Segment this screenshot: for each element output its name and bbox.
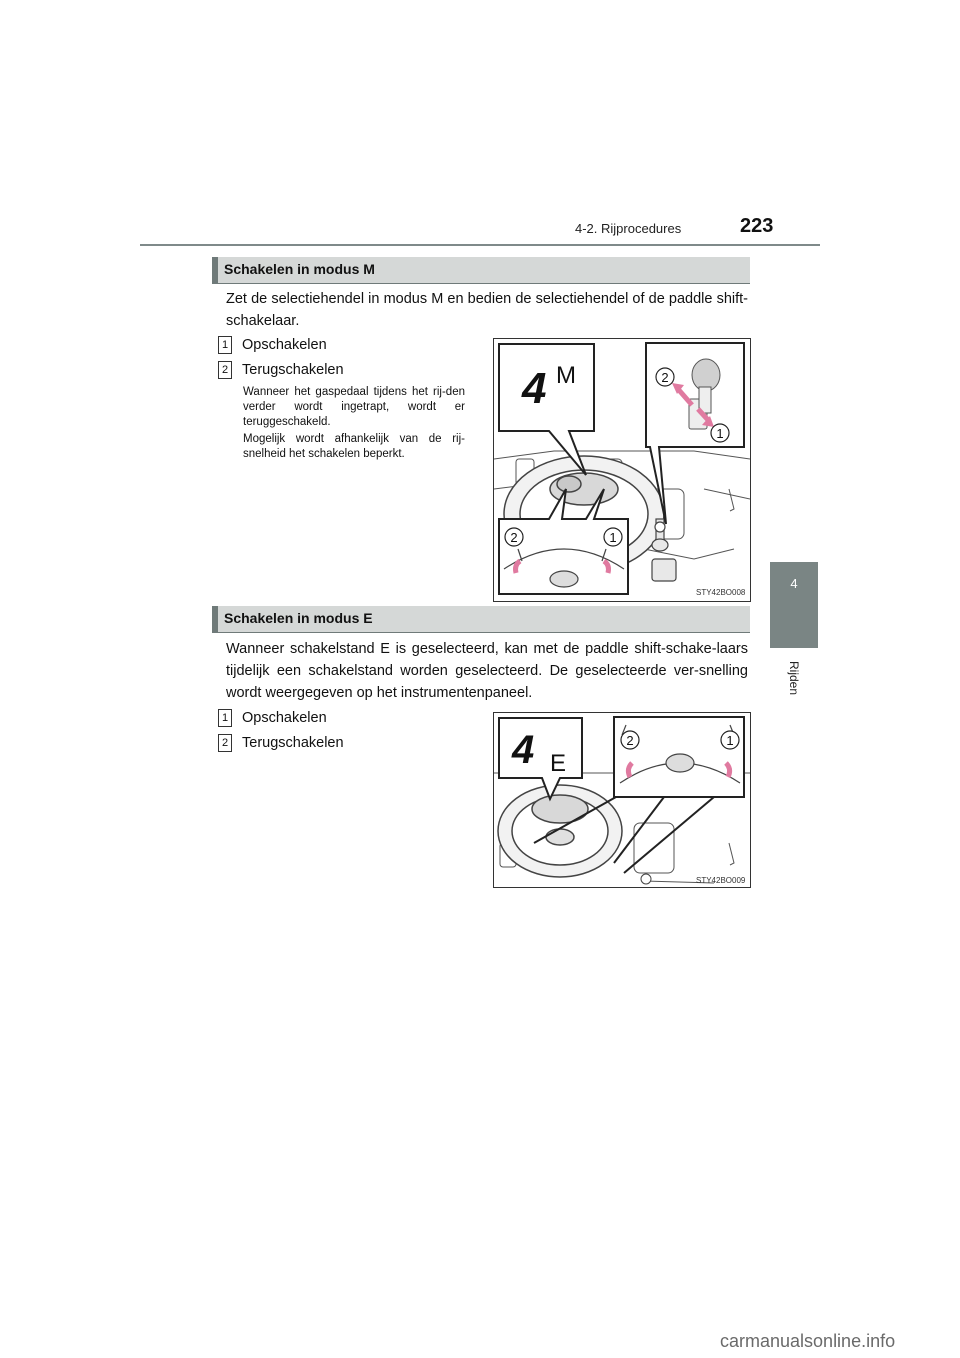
step-label: Terugschakelen — [242, 362, 344, 378]
section-rule — [212, 283, 750, 284]
step-label: Opschakelen — [242, 710, 327, 726]
mode-letter: E — [550, 750, 567, 777]
section-m-intro: Zet de selectiehendel in modus M en bedien de selectiehendel of de paddle shift-schakelaar. — [226, 291, 748, 329]
step-number: 2 — [218, 734, 232, 752]
step-item — [218, 360, 344, 380]
watermark: carmanualsonline.info — [720, 1331, 896, 1351]
section-e-intro: Wanneer schakelstand E is geselecteerd, kan met de paddle shift-schake-laars tijdelijk een schakelstand worden geselecteerd. De geselecteerde ver-snelling wordt weergegeven op het instrumentenpaneel. — [226, 641, 748, 701]
step-number: 1 — [218, 709, 232, 727]
callout-number: 2 — [510, 530, 518, 545]
header-divider — [140, 244, 820, 246]
chapter-tab — [770, 562, 818, 648]
step-number: 2 — [218, 361, 232, 379]
section-title: Schakelen in modus M — [224, 261, 375, 277]
section-heading-mode-e — [212, 606, 750, 632]
chapter-number: 4 — [790, 576, 798, 591]
step-item — [218, 335, 327, 355]
callout-number: 1 — [716, 426, 724, 441]
section-heading-bar — [212, 257, 218, 283]
note-paragraph: Wanneer het gaspedaal tijdens het rij-den verder wordt ingetrapt, wordt er teruggeschakeld. — [243, 386, 465, 428]
callout-number: 2 — [661, 370, 669, 385]
running-header-section: 4-2. Rijprocedures — [575, 221, 682, 236]
figure-code: STY42BO008 — [696, 588, 746, 597]
dashboard-illustration-m — [494, 339, 750, 601]
section-heading-bar — [212, 606, 218, 632]
callout-number: 1 — [609, 530, 617, 545]
figure-mode-e — [493, 712, 751, 888]
section-title: Schakelen in modus E — [224, 610, 373, 626]
step-item — [218, 708, 327, 728]
chapter-label-container — [778, 648, 810, 708]
gear-digit: 4 — [522, 364, 547, 413]
figure-code: STY42BO009 — [696, 876, 746, 885]
note-paragraph: Mogelijk wordt afhankelijk van de rij-snelheid het schakelen beperkt. — [243, 433, 465, 460]
callout-number: 1 — [726, 733, 734, 748]
chapter-label: Rijden — [787, 660, 801, 696]
step-item — [218, 733, 344, 753]
figure-mode-m — [493, 338, 751, 602]
section-heading-mode-m — [212, 257, 750, 283]
page-number: 223 — [740, 215, 774, 237]
step-number: 1 — [218, 336, 232, 354]
callout-number: 2 — [626, 733, 634, 748]
mode-letter: M — [556, 362, 576, 389]
step-label: Terugschakelen — [242, 735, 344, 751]
dashboard-illustration-e — [494, 713, 750, 887]
step-label: Opschakelen — [242, 337, 327, 353]
gear-digit: 4 — [512, 728, 535, 772]
section-rule — [212, 632, 750, 633]
